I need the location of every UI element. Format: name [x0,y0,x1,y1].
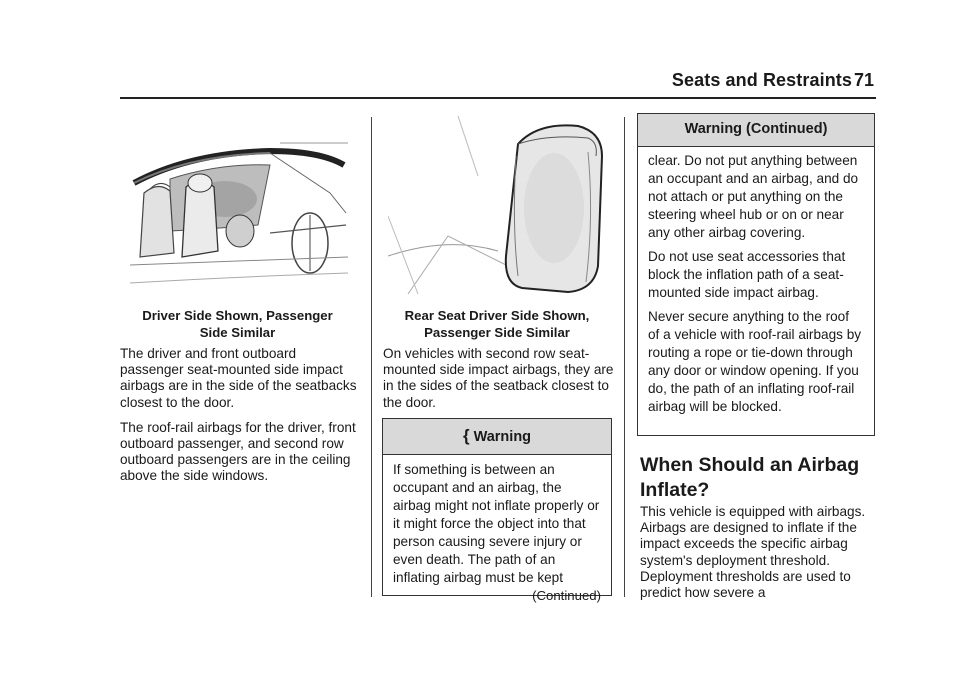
warning-header: { Warning [383,419,611,455]
warning-box [382,418,612,603]
header-rule [120,97,876,99]
warning-icon: { [462,426,470,445]
column-divider-2 [624,117,625,597]
section-title: Seats and Restraints [671,70,852,90]
col1-body [120,346,360,494]
warning-continued-body [638,147,874,416]
rear-seat-airbag-figure [388,116,608,294]
figure-caption-1: Driver Side Shown, Passenger Side Similar [142,308,333,340]
column-divider-1 [371,117,372,597]
warning-continued-para-3: Never secure anything to the roof of a vehicle with roof-rail airbags by routing a rope or tie-down through any door or window opening. If you do, the path of an inflating roof-rail airbag will be blocked. [648,309,862,414]
warning-continued-header: Warning (Continued) [638,114,874,147]
warning-body [383,455,611,605]
col1-para-1: The driver and front outboard passenger seat-mounted side impact airbags are in the side of the seatbacks closest to the door. [120,346,357,410]
car-interior-airbag-figure [130,133,348,293]
warning-continued-box [637,113,875,436]
continued-label: (Continued) [532,588,601,603]
figure-caption-2: Rear Seat Driver Side Shown, Passenger Side Similar [404,308,590,340]
col2-para-1: On vehicles with second row seat-mounted side impact airbags, they are in the sides of the seatback closest to the door. [383,346,614,410]
col2-body [383,346,618,420]
col3-para-1: This vehicle is equipped with airbags. Airbags are designed to inflate if the impact exceeds the specific airbag system's deployment threshold. Deployment thresholds are used to predict how severe a [640,504,866,601]
page-number: 71 [853,70,874,90]
warning-continued-para-1: clear. Do not put anything between an occupant and an airbag, and do not attach or put anything on the steering wheel hub or on or near any other airbag covering. [648,153,859,240]
col3-body [640,504,878,610]
section-heading: When Should an Airbag Inflate? [640,454,860,501]
warning-continued-para-2: Do not use seat accessories that block the inflation path of a seat-mounted side impact airbag. [648,249,846,300]
col1-para-2: The roof-rail airbags for the driver, front outboard passenger, and second row outboard passengers are in the ceiling above the side windows. [120,419,356,484]
warning-text: If something is between an occupant and an airbag, the airbag might not inflate properly or it might force the object into that person causing severe injury or even death. The path of an inflating airbag must be kept [393,462,600,585]
